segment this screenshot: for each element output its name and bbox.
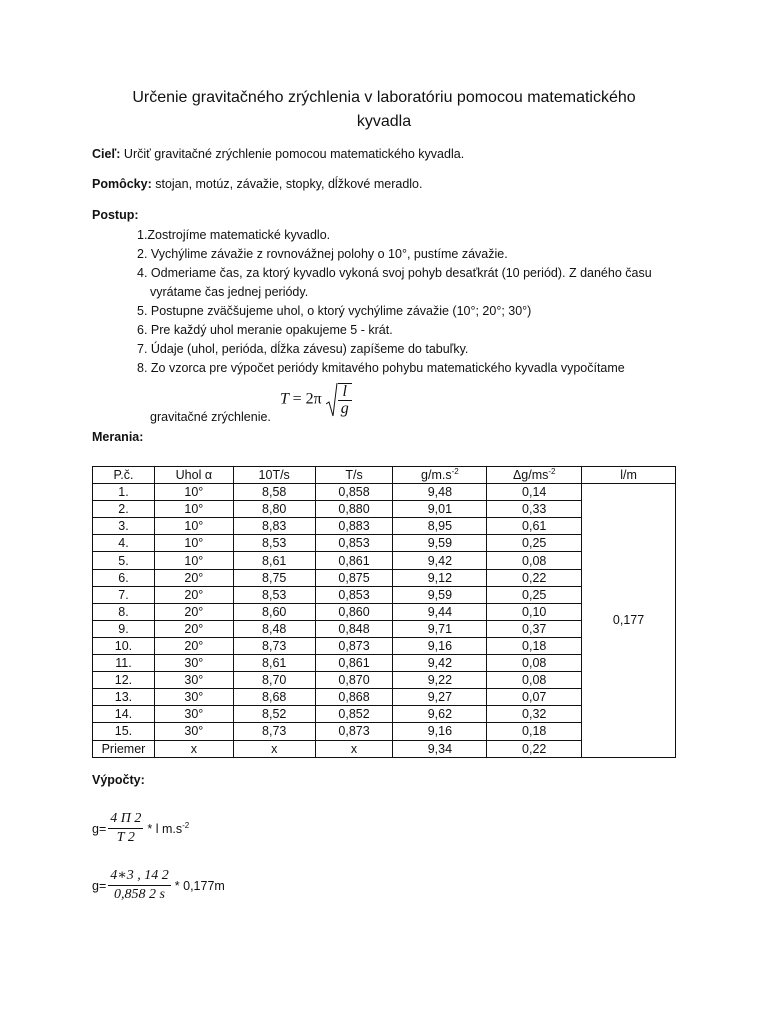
formula-numerator: l bbox=[338, 384, 352, 401]
table-cell: 20° bbox=[154, 586, 233, 603]
table-cell: 20° bbox=[154, 620, 233, 637]
document-title bbox=[92, 86, 676, 134]
table-cell: 20° bbox=[154, 569, 233, 586]
table-cell: 8,75 bbox=[233, 569, 315, 586]
length-cell: 0,177 bbox=[582, 484, 676, 758]
title-line-2: kyvadla bbox=[356, 113, 412, 130]
formula-lhs: T bbox=[280, 390, 289, 408]
table-cell: 0,08 bbox=[487, 672, 582, 689]
procedure-step: 2. Vychýlime závažie z rovnovážnej polohy o 10°, pustíme závažie. bbox=[137, 247, 508, 261]
eq1-numerator: 4 Π 2 bbox=[108, 810, 143, 829]
table-cell: 14. bbox=[93, 706, 155, 723]
table-cell: 0,10 bbox=[487, 603, 582, 620]
table-cell: 0,873 bbox=[315, 637, 393, 654]
goal-text: Určiť gravitačné zrýchlenie pomocou matematického kyvadla. bbox=[120, 147, 465, 161]
table-cell: 9,71 bbox=[393, 620, 487, 637]
eq1-suffix: * l $m.s^{-2}$ bbox=[147, 820, 190, 837]
goal-paragraph bbox=[92, 147, 692, 161]
table-cell: 8,61 bbox=[233, 552, 315, 569]
table-cell: 8,95 bbox=[393, 518, 487, 535]
table-cell: 0,853 bbox=[315, 535, 393, 552]
eq1-fraction bbox=[108, 810, 143, 847]
procedure-step: 1.Zostrojíme matematické kyvadlo. bbox=[137, 228, 331, 242]
procedure-step: 8. Zo vzorca pre výpočet periódy kmitavého pohybu matematického kyvadla vypočítame bbox=[137, 361, 625, 375]
calc-equation-1 bbox=[92, 810, 189, 847]
header-cell: P.č. bbox=[93, 467, 155, 484]
table-cell: 0,860 bbox=[315, 603, 393, 620]
tools-text: stojan, motúz, závažie, stopky, dĺžkové meradlo. bbox=[151, 177, 423, 191]
table-cell: 9,16 bbox=[393, 723, 487, 740]
table-cell: 0,32 bbox=[487, 706, 582, 723]
table-cell: 9,01 bbox=[393, 501, 487, 518]
table-cell: 0,18 bbox=[487, 637, 582, 654]
table-cell: 11. bbox=[93, 655, 155, 672]
table-cell: 8,53 bbox=[233, 586, 315, 603]
table-cell: 0,14 bbox=[487, 484, 582, 501]
table-cell: 9,59 bbox=[393, 535, 487, 552]
table-cell: 0,852 bbox=[315, 706, 393, 723]
table-cell: 20° bbox=[154, 603, 233, 620]
table-cell: 0,858 bbox=[315, 484, 393, 501]
formula-fraction bbox=[338, 383, 352, 417]
table-cell: 8,60 bbox=[233, 603, 315, 620]
table-cell: 8,48 bbox=[233, 620, 315, 637]
table-cell: 20° bbox=[154, 637, 233, 654]
table-cell: 9,16 bbox=[393, 637, 487, 654]
formula-eq: = 2π bbox=[292, 390, 322, 408]
table-cell: 9,42 bbox=[393, 552, 487, 569]
table-cell: 0,868 bbox=[315, 689, 393, 706]
table-cell: 9,22 bbox=[393, 672, 487, 689]
table-cell: 6. bbox=[93, 569, 155, 586]
table-cell: 0,08 bbox=[487, 552, 582, 569]
table-cell: 2. bbox=[93, 501, 155, 518]
table-cell: 8. bbox=[93, 603, 155, 620]
table-cell: 9,42 bbox=[393, 655, 487, 672]
table-cell: 10. bbox=[93, 637, 155, 654]
header-cell: $g/m.s^{-2}$ bbox=[393, 467, 487, 484]
table-cell: x bbox=[154, 740, 233, 757]
table-cell: 8,83 bbox=[233, 518, 315, 535]
measurements-label: Merania: bbox=[92, 430, 144, 444]
table-cell: 3. bbox=[93, 518, 155, 535]
table-cell: 30° bbox=[154, 706, 233, 723]
table-cell: 10° bbox=[154, 552, 233, 569]
goal-label: Cieľ: bbox=[92, 147, 121, 161]
table-cell: 0,848 bbox=[315, 620, 393, 637]
table-cell: 0,08 bbox=[487, 655, 582, 672]
formula-denominator: g bbox=[340, 400, 349, 417]
table-cell: 13. bbox=[93, 689, 155, 706]
eq1-prefix: g= bbox=[92, 821, 107, 836]
table-cell: 0,25 bbox=[487, 586, 582, 603]
eq1-denominator: T 2 bbox=[116, 830, 135, 845]
table-cell: 0,25 bbox=[487, 535, 582, 552]
table-cell: 9,12 bbox=[393, 569, 487, 586]
procedure-step: 5. Postupne zväčšujeme uhol, o ktorý vychýlime závažie (10°; 20°; 30°) bbox=[137, 304, 532, 318]
table-cell: 15. bbox=[93, 723, 155, 740]
table-cell: 30° bbox=[154, 723, 233, 740]
table-cell: 0,33 bbox=[487, 501, 582, 518]
table-cell: 8,58 bbox=[233, 484, 315, 501]
table-cell: 0,22 bbox=[487, 569, 582, 586]
table-cell: 30° bbox=[154, 672, 233, 689]
header-cell: Uhol α bbox=[154, 467, 233, 484]
table-cell: 0,22 bbox=[487, 740, 582, 757]
procedure-after-formula: gravitačné zrýchlenie. bbox=[150, 410, 271, 424]
table-cell: 10° bbox=[154, 535, 233, 552]
eq2-prefix: g= bbox=[92, 878, 107, 893]
table-cell: 30° bbox=[154, 689, 233, 706]
sqrt-symbol bbox=[326, 382, 352, 418]
period-formula bbox=[280, 382, 352, 418]
eq2-fraction bbox=[108, 867, 171, 904]
calc-equation-2 bbox=[92, 867, 225, 904]
procedure-step: 6. Pre každý uhol meranie opakujeme 5 - krát. bbox=[137, 323, 393, 337]
table-cell: 30° bbox=[154, 655, 233, 672]
table-cell: 9,62 bbox=[393, 706, 487, 723]
table-cell: 12. bbox=[93, 672, 155, 689]
header-cell: l/m bbox=[582, 467, 676, 484]
table-cell: 9,59 bbox=[393, 586, 487, 603]
table-cell: 10° bbox=[154, 518, 233, 535]
table-cell: 8,70 bbox=[233, 672, 315, 689]
table-cell: 8,68 bbox=[233, 689, 315, 706]
table-cell: 0,875 bbox=[315, 569, 393, 586]
table-cell: 9,48 bbox=[393, 484, 487, 501]
table-cell: 4. bbox=[93, 535, 155, 552]
tools-paragraph bbox=[92, 177, 692, 191]
table-cell: 8,73 bbox=[233, 637, 315, 654]
table-cell: 8,73 bbox=[233, 723, 315, 740]
header-cell: $\Delta g/ms^{-2}$ bbox=[487, 467, 582, 484]
table-cell: 0,853 bbox=[315, 586, 393, 603]
table-cell: 0,870 bbox=[315, 672, 393, 689]
table-cell: 9,34 bbox=[393, 740, 487, 757]
table-cell: 0,873 bbox=[315, 723, 393, 740]
table-cell: 0,18 bbox=[487, 723, 582, 740]
table-cell: x bbox=[315, 740, 393, 757]
table-cell: 7. bbox=[93, 586, 155, 603]
table-cell: 5. bbox=[93, 552, 155, 569]
table-cell: 9,44 bbox=[393, 603, 487, 620]
table-cell: 0,07 bbox=[487, 689, 582, 706]
table-cell: 0,861 bbox=[315, 552, 393, 569]
table-cell: 1. bbox=[93, 484, 155, 501]
table-cell: 8,52 bbox=[233, 706, 315, 723]
table-cell: Priemer bbox=[93, 740, 155, 757]
eq2-suffix: * 0,177m bbox=[174, 878, 225, 893]
table-row bbox=[93, 484, 676, 501]
procedure-step: 7. Údaje (uhol, perióda, dĺžka závesu) zapíšeme do tabuľky. bbox=[137, 342, 469, 356]
procedure-label: Postup: bbox=[92, 208, 139, 222]
table-cell: 0,880 bbox=[315, 501, 393, 518]
table-cell: 9,27 bbox=[393, 689, 487, 706]
measurements-table bbox=[92, 466, 676, 758]
procedure-step: 4. Odmeriame čas, za ktorý kyvadlo vykoná svoj pohyb desaťkrát (10 periód). Z daného času bbox=[137, 266, 652, 280]
table-header-row bbox=[93, 467, 676, 484]
title-line-1: Určenie gravitačného zrýchlenia v laboratóriu pomocou matematického bbox=[132, 89, 636, 106]
table-body bbox=[93, 484, 676, 758]
eq2-numerator: 4∗3 , 14 2 bbox=[108, 867, 171, 886]
table-cell: 8,53 bbox=[233, 535, 315, 552]
eq2-denominator: 0,858 2 s bbox=[114, 887, 165, 902]
table-cell: 0,37 bbox=[487, 620, 582, 637]
table-cell: 0,861 bbox=[315, 655, 393, 672]
table-cell: x bbox=[233, 740, 315, 757]
calculations-label: Výpočty: bbox=[92, 773, 145, 787]
table-cell: 10° bbox=[154, 501, 233, 518]
table-cell: 8,80 bbox=[233, 501, 315, 518]
table-cell: 9. bbox=[93, 620, 155, 637]
header-cell: 10T/s bbox=[233, 467, 315, 484]
procedure-step: vyrátame čas jednej periódy. bbox=[150, 285, 309, 299]
procedure-steps bbox=[137, 226, 697, 378]
tools-label: Pomôcky: bbox=[92, 177, 152, 191]
header-cell: T/s bbox=[315, 467, 393, 484]
radical-icon bbox=[326, 382, 338, 418]
table-cell: 0,883 bbox=[315, 518, 393, 535]
table-cell: 0,61 bbox=[487, 518, 582, 535]
table-cell: 10° bbox=[154, 484, 233, 501]
table-cell: 8,61 bbox=[233, 655, 315, 672]
